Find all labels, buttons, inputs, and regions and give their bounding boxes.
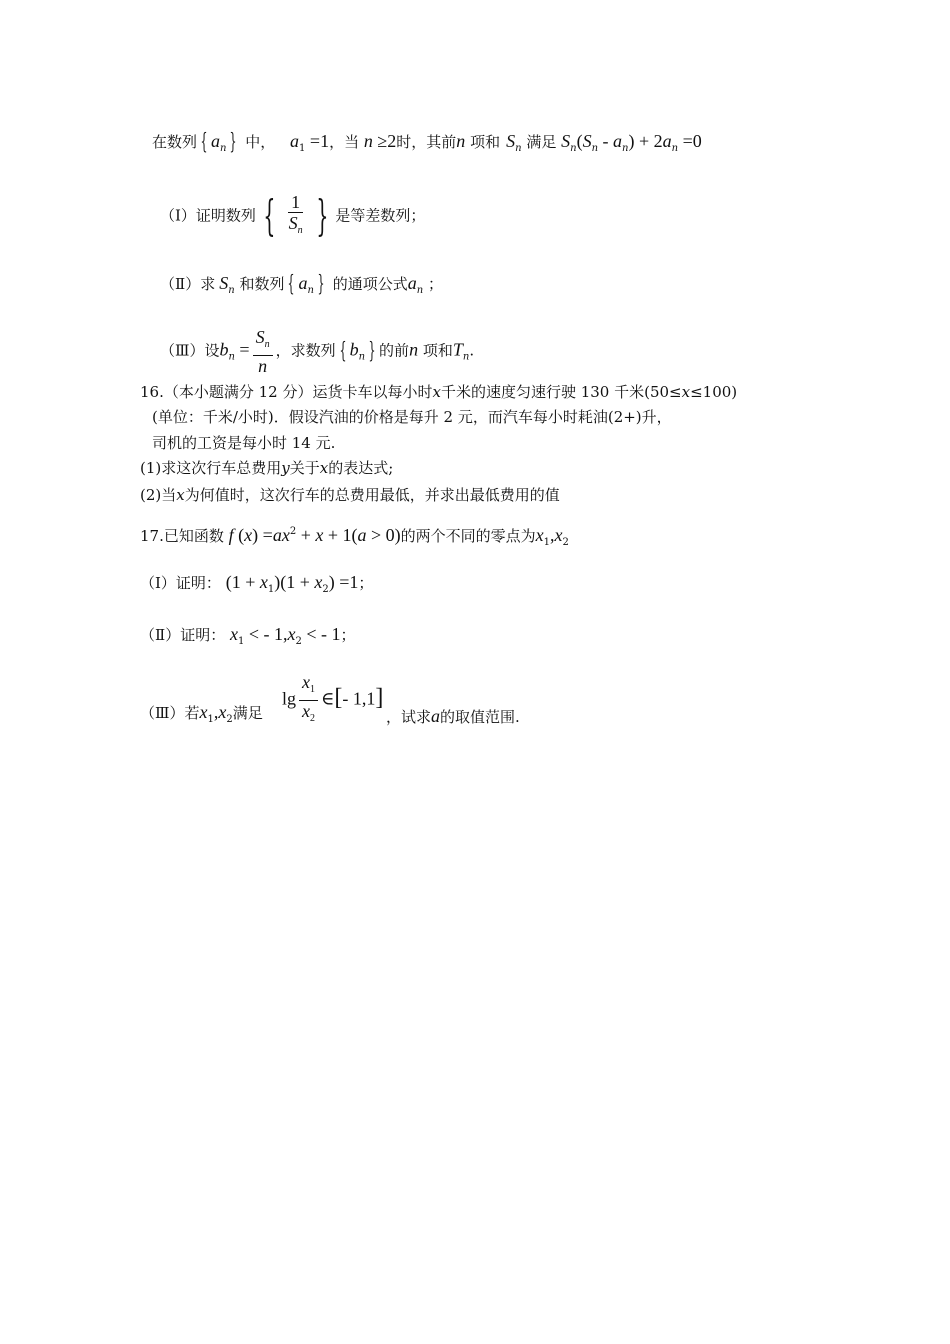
q17-intro: 17.已知函数 f $(x) =ax^2 + x + 1(a > 0)$的两个不同的零点为$x_1,x_2$ — [140, 525, 569, 548]
q16-part-1: (1)求这次行车总费用y关于x的表达式; — [140, 459, 394, 477]
q16-part-2: (2)当x为何值时，这次行车的总费用最低，并求出最低费用的值 — [140, 486, 560, 504]
q17-log-condition: lg $\frac{x_1}{x_2}$ ∈[- 1,1] — [282, 672, 384, 724]
q16-line-1: 16.（本小题满分 12 分）运货卡车以每小时x千米的速度匀速行驶 130 千米(50≤x≤100) — [140, 383, 738, 401]
q17-part-3: （Ⅲ）若$x_1,x_2$满足 — [140, 702, 263, 725]
q17-part-1: （Ⅰ）证明： $(1 + x_1)(1 + x_2) =1$； — [140, 572, 374, 595]
seq-statement: 在数列 { $a_n$ } 中， $a_1 =1$，当 n ≥2时，其前n 项和 $S_n$ 满足 $S_n(S_n - a_n) + 2a_n =0$ — [152, 130, 702, 155]
seq-part-1: （Ⅰ）证明数列 { $\frac{1}{S_n}$ } 是等差数列； — [160, 190, 426, 240]
q16-line-2: (单位：千米/小时)．假设汽油的价格是每升 2 元，而汽车每小时耗油(2+)升， — [152, 408, 672, 426]
q17-part-3-end: ，试求a的取值范围. — [386, 706, 520, 726]
q16-line-3: 司机的工资是每小时 14 元. — [152, 434, 336, 452]
seq-part-3: （Ⅲ）设$b_n$ = $\frac{S_n}{n}$ ，求数列 { $b_n$ } 的前n 项和$T_n$. — [160, 327, 475, 376]
seq-part-2: （Ⅱ）求 $S_n$ 和数列 { $a_n$ } 的通项公式$a_n$ ； — [160, 272, 443, 297]
q17-part-2: （Ⅱ）证明： $x_1$ < - $1,x_2$ < - 1； — [140, 624, 356, 647]
